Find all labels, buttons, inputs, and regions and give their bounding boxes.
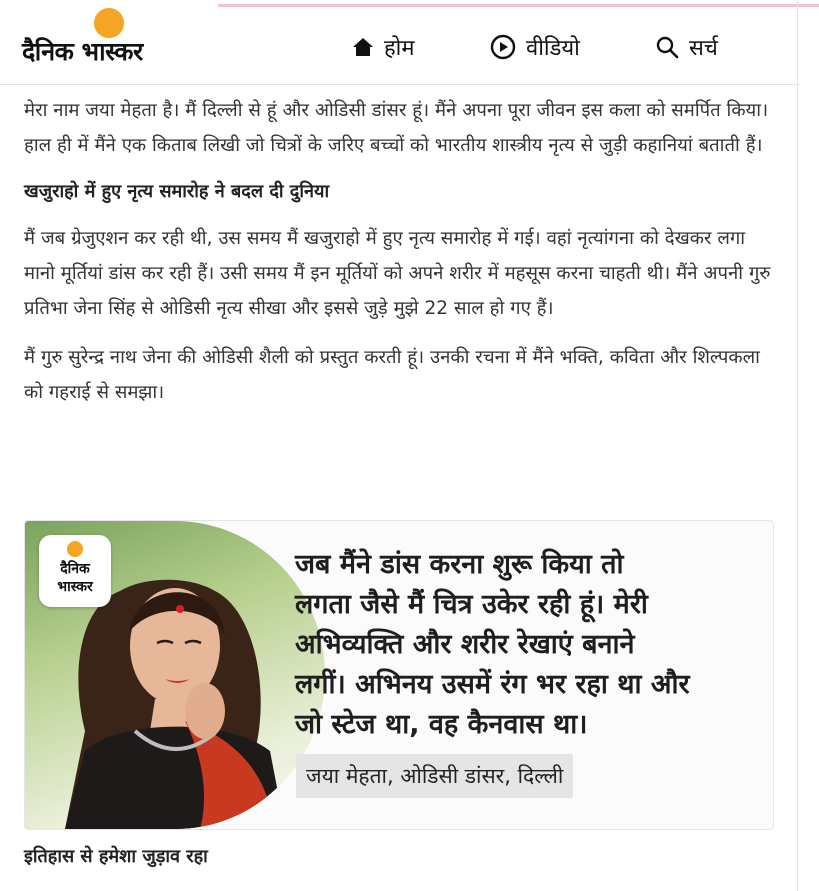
badge-text-line2: भास्कर (57, 579, 93, 595)
logo-text: दैनिक भास्कर (22, 37, 143, 66)
quote-line: जो स्टेज था, वह कैनवास था। (295, 709, 588, 740)
nav-search[interactable] (655, 30, 718, 64)
quote-line: लगीं। अभिनय उसमें रंग भर रहा था और (295, 669, 690, 700)
quote-attribution: जया मेहता, ओडिसी डांसर, दिल्ली (296, 754, 573, 798)
search-icon (655, 35, 679, 59)
badge-text-line1: दैनिक (60, 561, 90, 577)
nav-search-label: सर्च (689, 36, 718, 61)
play-icon (490, 34, 516, 60)
site-logo[interactable] (22, 8, 198, 80)
article-paragraph: मेरा नाम जया मेहता है। मैं दिल्ली से हूं और ओडिसी डांसर हूं। मैंने अपना पूरा जीवन इस कला को समर्पित किया। हाल ही में मैंने एक किताब लिखी जो चित्रों के जरिए बच्चों को भारतीय शास्त्रीय नृत्य से जुड़ी कहानियां बताती हैं। (24, 100, 769, 156)
home-icon (352, 36, 374, 58)
site-header (0, 8, 800, 85)
nav-home-label: होम (384, 36, 415, 61)
section-heading: खजुराहो में हुए नृत्य समारोह ने बदल दी दुनिया (24, 181, 330, 202)
pull-quote (295, 545, 765, 745)
quote-line: जब मैंने डांस करना शुरू किया तो (295, 549, 624, 580)
quote-line: अभिव्यक्ति और शरीर रेखाएं बनाने (295, 629, 635, 660)
section-heading: इतिहास से हमेशा जुड़ाव रहा (24, 846, 208, 867)
badge-sun-icon (67, 541, 83, 557)
article-paragraph: मैं जब ग्रेजुएशन कर रही थी, उस समय मैं खजुराहो में हुए नृत्य समारोह में गई। वहां नृत्यांगना को देखकर लगा मानो मूर्तियां डांस कर रही हैं। उसी समय मैं इन मूर्तियों को अपने शरीर में महसूस करना चाहती थी। मैंने अपनी गुरु प्रतिभा जेना सिंह से ओडिसी नृत्य सीखा और इससे जुड़े मुझे 22 साल हो गए हैं। (24, 228, 771, 319)
article-body (24, 93, 772, 424)
quote-card (24, 520, 774, 830)
nav-home[interactable] (352, 30, 415, 64)
nav-video[interactable] (490, 30, 580, 64)
nav-video-label: वीडियो (526, 36, 580, 61)
top-accent-line (218, 4, 819, 7)
brand-badge (39, 535, 111, 607)
article-paragraph: मैं गुरु सुरेन्द्र नाथ जेना की ओडिसी शैली को प्रस्तुत करती हूं। उनकी रचना में मैंने भक्ति, कविता और शिल्पकला को गहराई से समझा। (24, 347, 760, 403)
dancer-photo (25, 521, 325, 829)
right-rail-divider (797, 0, 798, 891)
quote-line: लगता जैसे मैं चित्र उकेर रही हूं। मेरी (295, 589, 648, 620)
